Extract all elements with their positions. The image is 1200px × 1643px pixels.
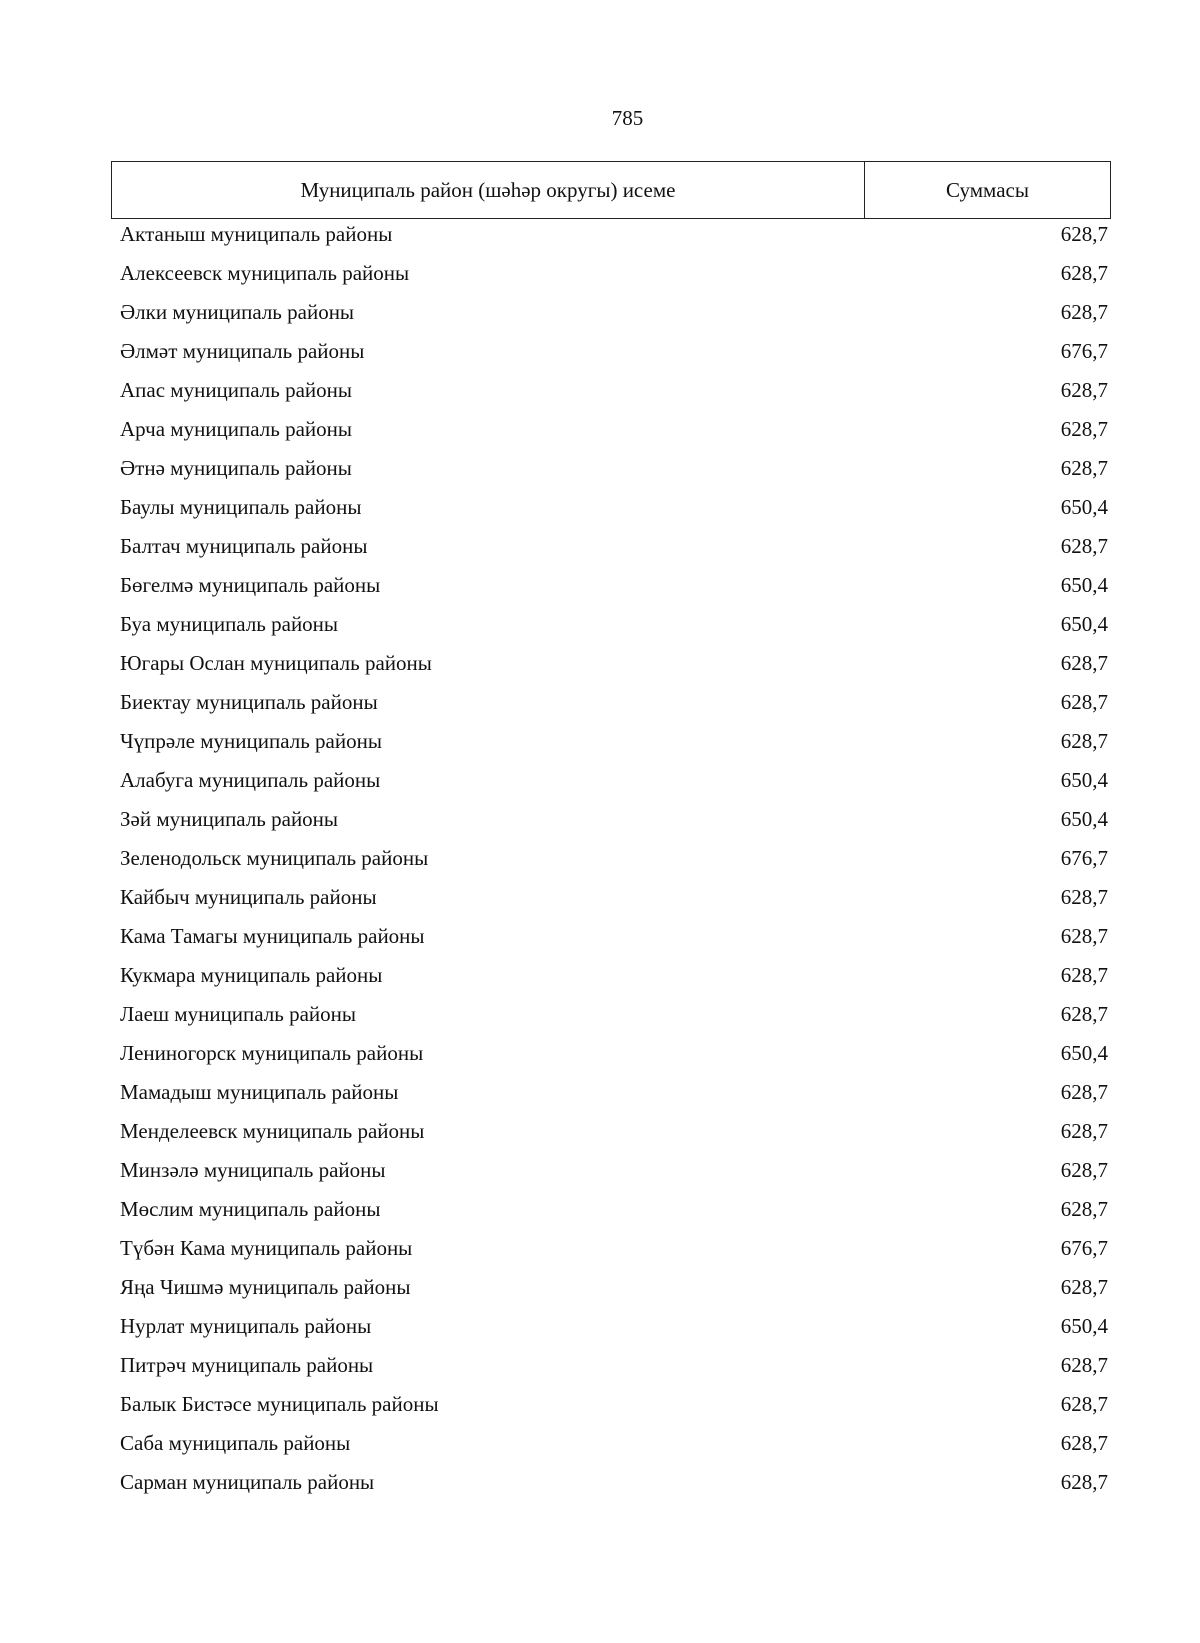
district-name: Сарман муниципаль районы [120,1470,375,1494]
district-amount: 628,7 [1060,1002,1108,1026]
district-amount: 628,7 [1060,1197,1108,1221]
district-name: Минзәлә муниципаль районы [120,1158,386,1182]
table-row [0,649,1200,688]
table-row [0,1117,1200,1156]
table-row [0,1273,1200,1312]
district-name: Чүпрәле муниципаль районы [120,729,382,753]
table-row [0,415,1200,454]
table-row [0,376,1200,415]
district-amount: 628,7 [1060,261,1108,285]
table-row [0,259,1200,298]
district-amount: 628,7 [1060,963,1108,987]
table-row [0,961,1200,1000]
district-name: Буа муниципаль районы [120,612,339,636]
table-row [0,571,1200,610]
district-amount: 628,7 [1060,1392,1108,1416]
table-row [0,610,1200,649]
district-amount: 628,7 [1060,1470,1108,1494]
district-amount: 628,7 [1060,1158,1108,1182]
district-amount: 628,7 [1060,651,1108,675]
district-name: Актаныш муниципаль районы [120,222,393,246]
table-row [0,1078,1200,1117]
district-amount: 650,4 [1060,1041,1108,1065]
column-header-name: Муниципаль район (шәһәр округы) исеме [112,162,865,218]
district-amount: 650,4 [1060,495,1108,519]
table-row [0,1429,1200,1468]
district-name: Лениногорск муниципаль районы [120,1041,424,1065]
table-row [0,337,1200,376]
district-amount: 628,7 [1060,885,1108,909]
district-amount: 628,7 [1060,1431,1108,1455]
district-amount: 628,7 [1060,1353,1108,1377]
table-row [0,493,1200,532]
district-amount: 628,7 [1060,300,1108,324]
district-name: Баулы муниципаль районы [120,495,362,519]
district-name: Әлки муниципаль районы [120,300,355,324]
table-row [0,922,1200,961]
district-amount: 676,7 [1060,1236,1108,1260]
table-row [0,1195,1200,1234]
district-name: Балык Бистәсе муниципаль районы [120,1392,439,1416]
table-header [111,161,1111,219]
table-row [0,1039,1200,1078]
table-row [0,1312,1200,1351]
district-amount: 628,7 [1060,222,1108,246]
district-name: Әлмәт муниципаль районы [120,339,365,363]
table-row [0,883,1200,922]
district-name: Мөслим муниципаль районы [120,1197,381,1221]
table-row [0,298,1200,337]
district-amount: 628,7 [1060,690,1108,714]
district-amount: 676,7 [1060,846,1108,870]
district-name: Кайбыч муниципаль районы [120,885,377,909]
district-name: Түбән Кама муниципаль районы [120,1236,413,1260]
table-row [0,805,1200,844]
district-amount: 628,7 [1060,417,1108,441]
table-row [0,454,1200,493]
district-amount: 650,4 [1060,573,1108,597]
district-amount: 650,4 [1060,1314,1108,1338]
district-name: Алабуга муниципаль районы [120,768,381,792]
district-name: Саба муниципаль районы [120,1431,351,1455]
district-name: Зәй муниципаль районы [120,807,339,831]
table-row [0,844,1200,883]
district-name: Әтнә муниципаль районы [120,456,352,480]
district-amount: 676,7 [1060,339,1108,363]
column-header-sum: Суммасы [946,177,1029,202]
district-name: Лаеш муниципаль районы [120,1002,357,1026]
table-row [0,1390,1200,1429]
table-row [0,727,1200,766]
table-row [0,1156,1200,1195]
district-amount: 628,7 [1060,534,1108,558]
district-amount: 628,7 [1060,1275,1108,1299]
district-name: Апас муниципаль районы [120,378,352,402]
table-row [0,688,1200,727]
district-name: Питрәч муниципаль районы [120,1353,374,1377]
district-amount: 650,4 [1060,807,1108,831]
district-name: Кукмара муниципаль районы [120,963,383,987]
district-amount: 650,4 [1060,612,1108,636]
district-amount: 650,4 [1060,768,1108,792]
table-body [0,220,1200,1507]
district-name: Мамадыш муниципаль районы [120,1080,399,1104]
district-name: Нурлат муниципаль районы [120,1314,372,1338]
district-name: Биектау муниципаль районы [120,690,378,714]
table-row [0,766,1200,805]
district-amount: 628,7 [1060,378,1108,402]
district-name: Менделеевск муниципаль районы [120,1119,425,1143]
district-amount: 628,7 [1060,456,1108,480]
district-amount: 628,7 [1060,1119,1108,1143]
table-row [0,220,1200,259]
district-name: Кама Тамагы муниципаль районы [120,924,425,948]
district-amount: 628,7 [1060,924,1108,948]
district-name: Балтач муниципаль районы [120,534,368,558]
table-row [0,1000,1200,1039]
district-name: Бөгелмә муниципаль районы [120,573,381,597]
page-number: 785 [611,106,644,130]
district-name: Югары Ослан муниципаль районы [120,651,432,675]
table-row [0,1351,1200,1390]
district-amount: 628,7 [1060,729,1108,753]
table-row [0,1234,1200,1273]
district-name: Арча муниципаль районы [120,417,352,441]
table-row [0,532,1200,571]
table-row [0,1468,1200,1507]
district-amount: 628,7 [1060,1080,1108,1104]
district-name: Яңа Чишмә муниципаль районы [120,1275,411,1299]
district-name: Зеленодольск муниципаль районы [120,846,429,870]
district-name: Алексеевск муниципаль районы [120,261,410,285]
